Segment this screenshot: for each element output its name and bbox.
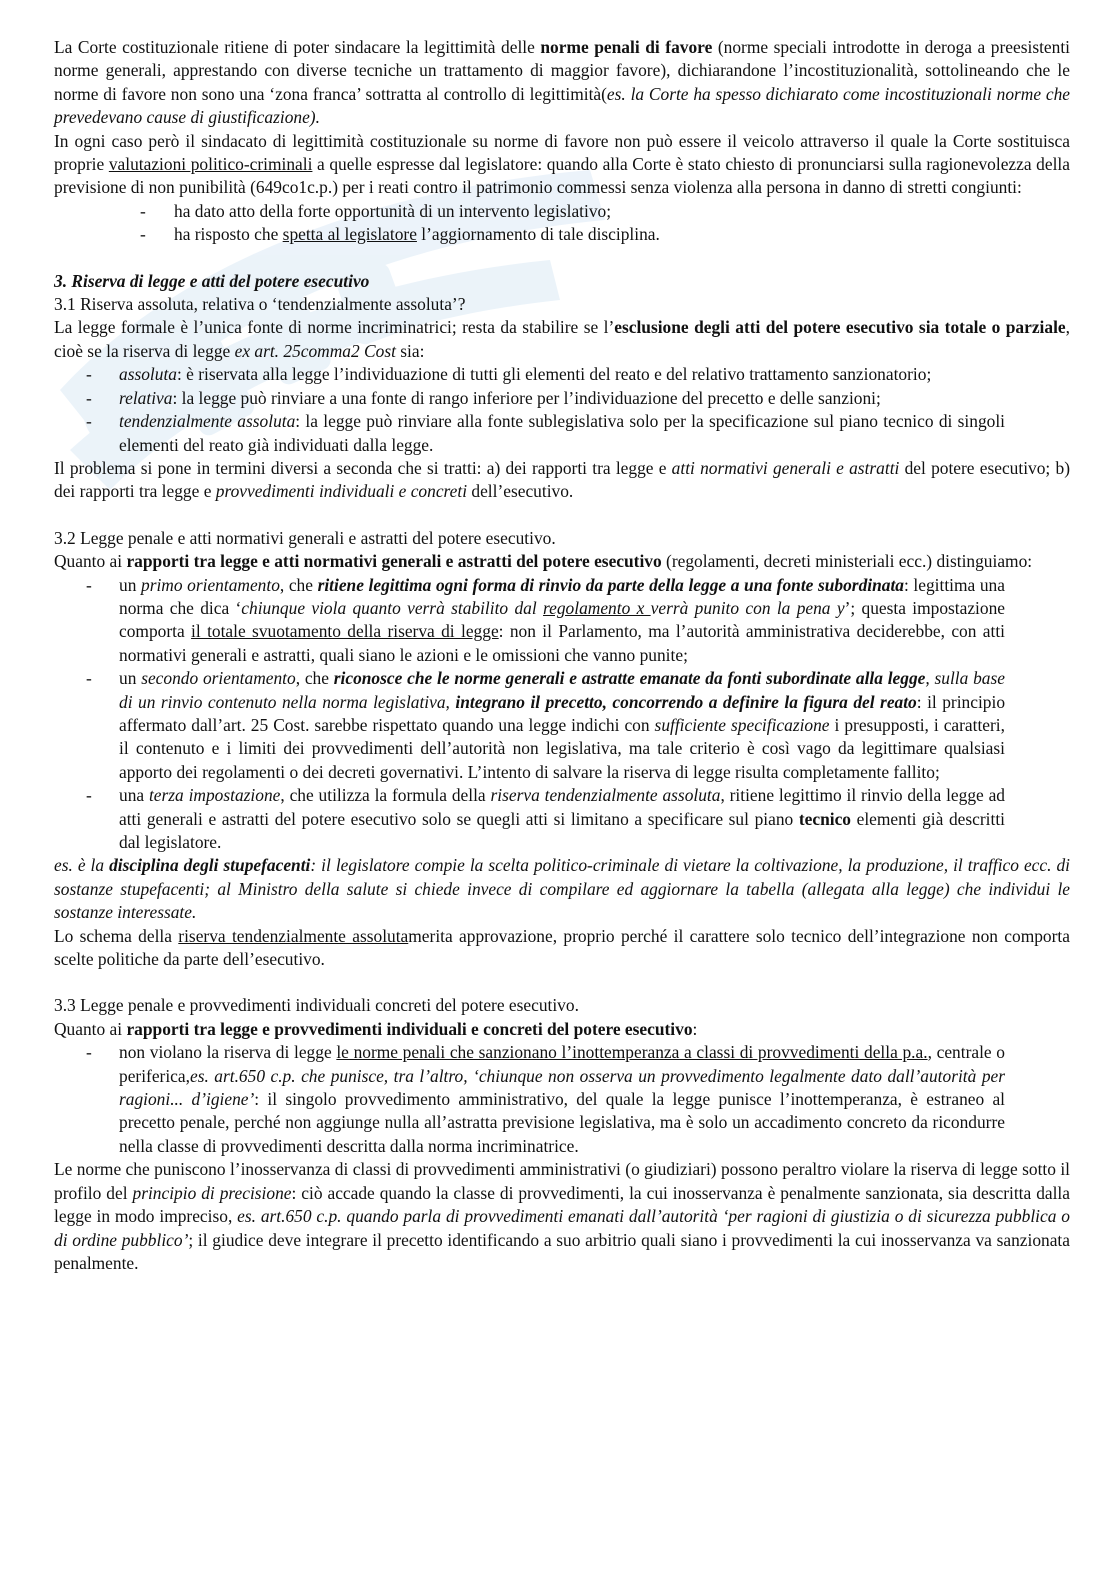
- paragraph-esempio-stupefacenti: es. è la disciplina degli stupefacenti: il legislatore compie la scelta politico-criminale di vietare la coltivazione, la produzione, il traffico ecc. di sostanze stupefacenti; al Ministro della salute si chiede invece di compilare ed aggiornare la tabella (allegata alla legge) che individui le sostanze interessate.: [54, 855, 1070, 923]
- subsection-title: 3.1 Riserva assoluta, relativa o ‘tendenzialmente assoluta’?: [54, 294, 466, 315]
- list-item: - assoluta: è riservata alla legge l’individuazione di tutti gli elementi del reato e del relativo trattamento sanzionatorio;: [86, 364, 932, 385]
- paragraph-rapporti-atti: Quanto ai rapporti tra legge e atti normativi generali e astratti del potere esecutivo (regolamenti, decreti ministeriali ecc.) distinguiamo:: [54, 551, 1033, 572]
- paragraph-norme-favore: La Corte costituzionale ritiene di poter sindacare la legittimità delle norme penali di favore (norme speciali introdotte in deroga a preesistenti norme generali, apprestando con diverse tecniche un trattamento di maggior favore), dichiarandone l’incostituzionalità, sottolineando che le norme di favore non sono una ‘zona franca’ sottratta al controllo di legittimità(es. la Corte ha spesso dichiarato come incostituzionali norme che prevedevano cause di giustificazione).: [54, 37, 1071, 128]
- paragraph-rapporti-provvedimenti: Quanto ai rapporti tra legge e provvedimenti individuali e concreti del potere esecutivo:: [54, 1018, 698, 1039]
- paragraph-principio-precisione: Le norme che puniscono l’inosservanza di classi di provvedimenti amministrativi (o giudiziari) possono peraltro violare la riserva di legge sotto il profilo del principio di precisione: ciò accade quando la classe di provvedimenti, la cui inosservanza è penalmente sanzionata, sia descritta dalla legge in modo impreciso, es. art.650 c.p. quando parla di provvedimenti emanati dall’autorità ‘per ragioni di giustizia o di sicurezza pubblica o di ordine pubblico’; il giudice deve integrare il precetto identificando a suo arbitrio quali siano i provvedimenti la cui inosservanza va sanzionata penalmente.: [54, 1159, 1070, 1273]
- document-body: [54, 36, 1070, 1275]
- paragraph-problema: Il problema si pone in termini diversi a seconda che si tratti: a) dei rapporti tra legge e atti normativi generali e astratti del potere esecutivo; b) dei rapporti tra legge e provvedimenti individuali e concreti dell’esecutivo.: [54, 457, 1070, 502]
- subsection-title: 3.2 Legge penale e atti normativi generali e astratti del potere esecutivo.: [54, 527, 556, 548]
- list-item: - ha dato atto della forte opportunità di un intervento legislativo;: [140, 200, 612, 221]
- list-item: - un primo orientamento, che ritiene legittima ogni forma di rinvio da parte della legge a una fonte subordinata: legittima una norma che dica ‘chiunque viola quanto verrà stabilito dal regolamento x verrà punito con la pena y’; questa impostazione comporta il totale svuotamento della riserva di legge: non il Parlamento, ma l’autorità amministrativa deciderebbe, con atti normativi generali e astratti, quali siano le azioni e le omissioni che vanno punite;: [86, 574, 1005, 665]
- list-item: - ha risposto che spetta al legislatore l’aggiornamento di tale disciplina.: [140, 224, 660, 245]
- list-corte: [54, 200, 1070, 247]
- paragraph-legge-formale: La legge formale è l’unica fonte di norme incriminatrici; resta da stabilire se l’esclusione degli atti del potere esecutivo sia totale o parziale, cioè se la riserva di legge ex art. 25comma2 Cost sia:: [54, 317, 1070, 361]
- section-title: 3. Riserva di legge e atti del potere esecutivo: [54, 270, 370, 291]
- paragraph-schema: Lo schema della riserva tendenzialmente assolutamerita approvazione, proprio perché il carattere solo tecnico dell’integrazione non comporta scelte politiche da parte dell’esecutivo.: [54, 925, 1070, 970]
- list-item: - tendenzialmente assoluta: la legge può rinviare alla fonte sublegislativa solo per la specificazione sul piano tecnico di singoli elementi del reato già individuati dalla legge.: [86, 411, 1005, 455]
- list-item: - relativa: la legge può rinviare a una fonte di rango inferiore per l’individuazione del precetto e delle sanzioni;: [86, 387, 881, 408]
- list-item: - un secondo orientamento, che riconosce che le norme generali e astratte emanate da fonti subordinate alla legge, sulla base di un rinvio contenuto nella norma legislativa, integrano il precetto, concorrendo a definire la figura del reato: il principio affermato dall’art. 25 Cost. sarebbe rispettato quando una legge indichi con sufficiente specificazione i presupposti, i caratteri, il contenuto e i limiti dei provvedimenti dell’autorità non legislativa, ma tale criterio è così vago da legittimare qualsiasi apporto dei regolamenti o dei decreti governativi. L’intento di salvare la riserva di legge risulta completamente fallito;: [86, 668, 1006, 782]
- list-orientamenti: [54, 574, 1070, 855]
- list-item: - una terza impostazione, che utilizza la formula della riserva tendenzialmente assoluta, ritiene legittimo il rinvio della legge ad atti generali e astratti del potere esecutivo solo se quegli atti si limitano a specificare sul piano tecnico elementi già descritti dal legislatore.: [86, 785, 1005, 852]
- list-provvedimenti: [54, 1041, 1070, 1158]
- paragraph-sindacato: In ogni caso però il sindacato di legittimità costituzionale su norme di favore non può essere il veicolo attraverso il quale la Corte sostituisca proprie valutazioni politico-criminali a quelle espresse dal legislatore: quando alla Corte è stato chiesto di pronunciarsi sulla ragionevolezza della previsione di non punibilità (649co1c.p.) per i reati contro il patrimonio commessi senza violenza alla persona in danno di stretti congiunti:: [54, 130, 1070, 198]
- list-item: - non violano la riserva di legge le norme penali che sanzionano l’inottemperanza a classi di provvedimenti della p.a., centrale o periferica,es. art.650 c.p. che punisce, tra l’altro, ‘chiunque non osserva un provvedimento legalmente dato dall’autorità per ragioni... d’igiene’: il singolo provvedimento amministrativo, del quale la legge punisce l’inottemperanza, è estraneo al precetto penale, perché non aggiunge nulla all’astratta previsione legislativa, ma è solo un accadimento concreto da ricondurre nella classe di provvedimenti descritta dalla norma incriminatrice.: [86, 1042, 1006, 1156]
- subsection-title: 3.3 Legge penale e provvedimenti individuali concreti del potere esecutivo.: [54, 995, 579, 1016]
- list-riserva: [54, 363, 1070, 457]
